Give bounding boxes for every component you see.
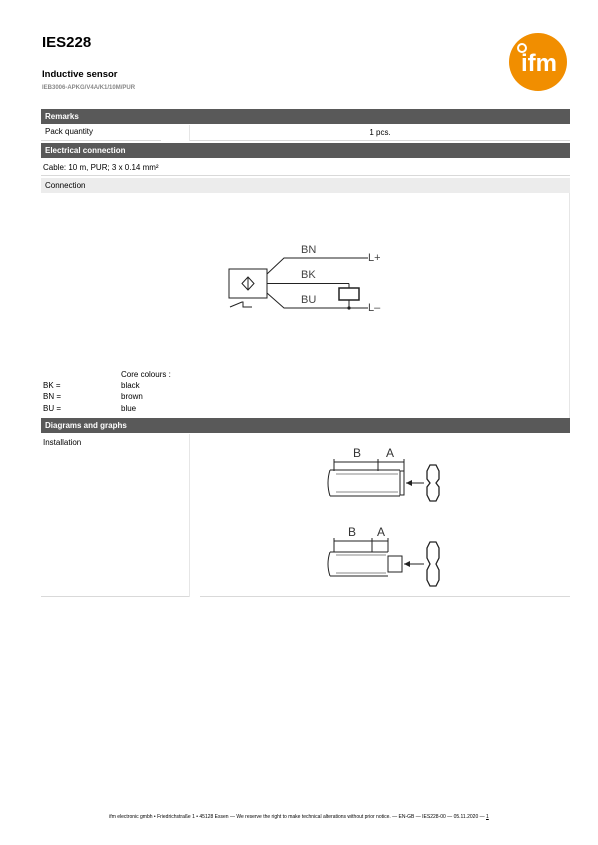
wiring-diagram [222,236,392,316]
dimension-label-b: B [353,446,362,460]
core-colour: blue [121,404,137,413]
core-colours-title: Core colours : [121,370,171,379]
installation-label: Installation [43,438,82,447]
column-divider [569,193,570,418]
page-footer [0,814,598,820]
ifm-logo [509,33,567,91]
divider [41,596,189,597]
pack-quantity-label: Pack quantity [45,127,94,136]
diagrams-heading: Diagrams and graphs [41,418,570,433]
product-subtitle: Inductive sensor [42,69,118,80]
divider [41,175,570,176]
page-number[interactable]: 1 [486,814,489,820]
core-code: BU = [43,404,62,413]
footer-text: ifm electronic gmbh • Friedrichstraße 1 • 45128 Essen — We reserve the right to make technical alterations without prior notice. — EN-GB — IES228-00 — 05.11.2020 — [109,814,485,820]
wire-label-bu: BU [301,294,317,306]
article-number: IEB3006-APKG/V4A/K1/10M/PUR [42,85,136,91]
dimension-label-a: A [386,446,395,460]
remarks-heading: Remarks [41,109,570,124]
logo-text: ifm [521,50,557,77]
installation-diagram-nonflush [326,522,446,592]
divider [190,140,570,141]
installation-diagram-flush [326,443,446,508]
electrical-heading: Electrical connection [41,143,570,158]
divider [41,140,161,141]
connection-label: Connection [41,178,570,193]
divider [200,596,570,597]
core-colour: brown [121,392,143,401]
wire-label-bn: BN [301,244,317,256]
load-symbol [339,288,359,300]
column-divider [189,434,190,597]
core-colour: black [121,381,140,390]
pack-quantity-value: 1 pcs. [369,128,391,137]
product-title: IES228 [42,34,92,51]
dimension-label-b: B [348,525,357,539]
wire-label-bk: BK [301,269,316,281]
column-divider [189,125,190,141]
core-code: BN = [43,392,62,401]
cable-spec: Cable: 10 m, PUR; 3 x 0.14 mm² [43,163,159,172]
core-code: BK = [43,381,61,390]
dimension-label-a: A [377,525,386,539]
terminal-label-minus: L– [368,302,381,314]
terminal-label-plus: L+ [368,252,381,264]
